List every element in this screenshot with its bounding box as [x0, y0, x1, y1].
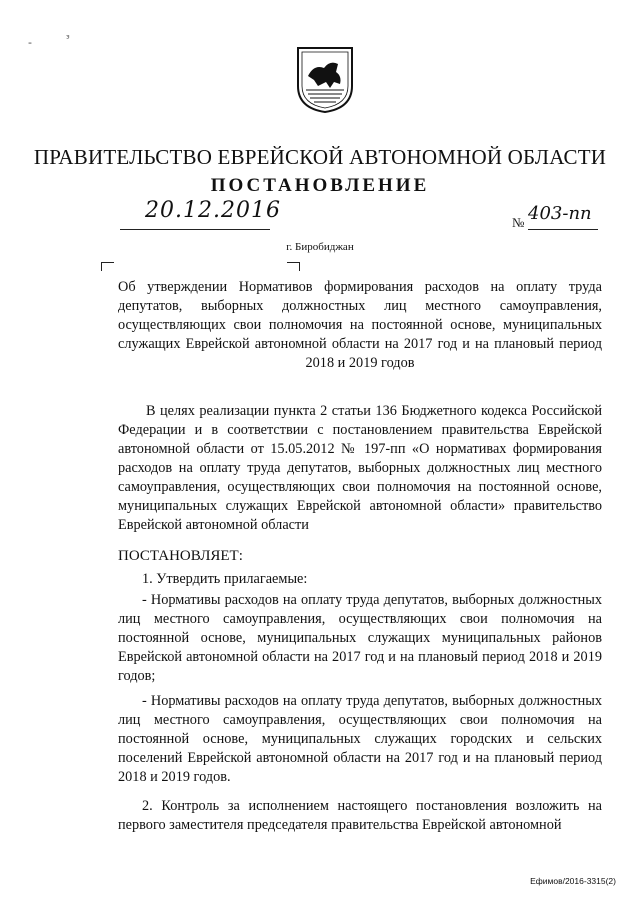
item-1-dash-municipal-districts: - Нормативы расходов на оплату труда депутатов, выборных должностных лиц местного самоуправления, осуществляющих свои полномочия на постоянной основе, муниципальных служащих муниципальных районов Еврейской автономной области на 2017 год и на плановый период 2018 и 2019 годов; — [118, 592, 602, 684]
organization-title: ПРАВИТЕЛЬСТВО ЕВРЕЙСКОЙ АВТОНОМНОЙ ОБЛАСТИ — [33, 145, 607, 169]
coat-of-arms-emblem — [296, 46, 354, 114]
document-subject: Об утверждении Нормативов формирования расходов на оплату труда депутатов, выборных должностных лиц местного самоуправления, осуществляющих свои полномочия на постоянной основе, муниципальных служащих Еврейской автономной области на 2017 год и на плановый период 2018 и 2019 годов — [118, 279, 602, 371]
number-sign: № — [512, 215, 525, 230]
resolves-heading: ПОСТАНОВЛЯЕТ: — [118, 548, 243, 564]
subject-right-corner-mark — [287, 262, 300, 271]
document-type-title: ПОСТАНОВЛЕНИЕ — [210, 175, 430, 196]
scan-mark-2: ᵌ — [66, 32, 70, 45]
subject-left-corner-mark — [101, 262, 114, 271]
preamble-paragraph: В целях реализации пункта 2 статьи 136 Бюджетного кодекса Российской Федерации и в соответствии с постановлением правительства Еврейской автономной области от 15.05.2012 № 197-пп «О нормативах формирования расходов на оплату труда депутатов, выборных должностных лиц местного самоуправления, осуществляющих свои полномочия на постоянной основе, муниципальных служащих Еврейской автономной области» правительство Еврейской автономной области — [118, 403, 602, 533]
document-footer-code: Ефимов/2016-3315(2) — [530, 876, 616, 886]
item-1-dash-settlements: - Нормативы расходов на оплату труда депутатов, выборных должностных лиц местного самоуправления, осуществляющих свои полномочия на постоянной основе, муниципальных служащих городских и сельских поселений Еврейской автономной области на 2017 год и на плановый период 2018 и 2019 годов. — [118, 693, 602, 785]
scan-mark-1: - — [28, 36, 32, 49]
handwritten-date: 20.12.2016 — [145, 198, 281, 223]
item-2-paragraph: 2. Контроль за исполнением настоящего постановления возложить на первого заместителя председателя правительства Еврейской автономной — [118, 798, 602, 833]
item-1-paragraph: 1. Утвердить прилагаемые: — [142, 571, 308, 587]
handwritten-number: 403-пп — [528, 203, 592, 224]
city-label: г. Биробиджан — [286, 241, 354, 253]
